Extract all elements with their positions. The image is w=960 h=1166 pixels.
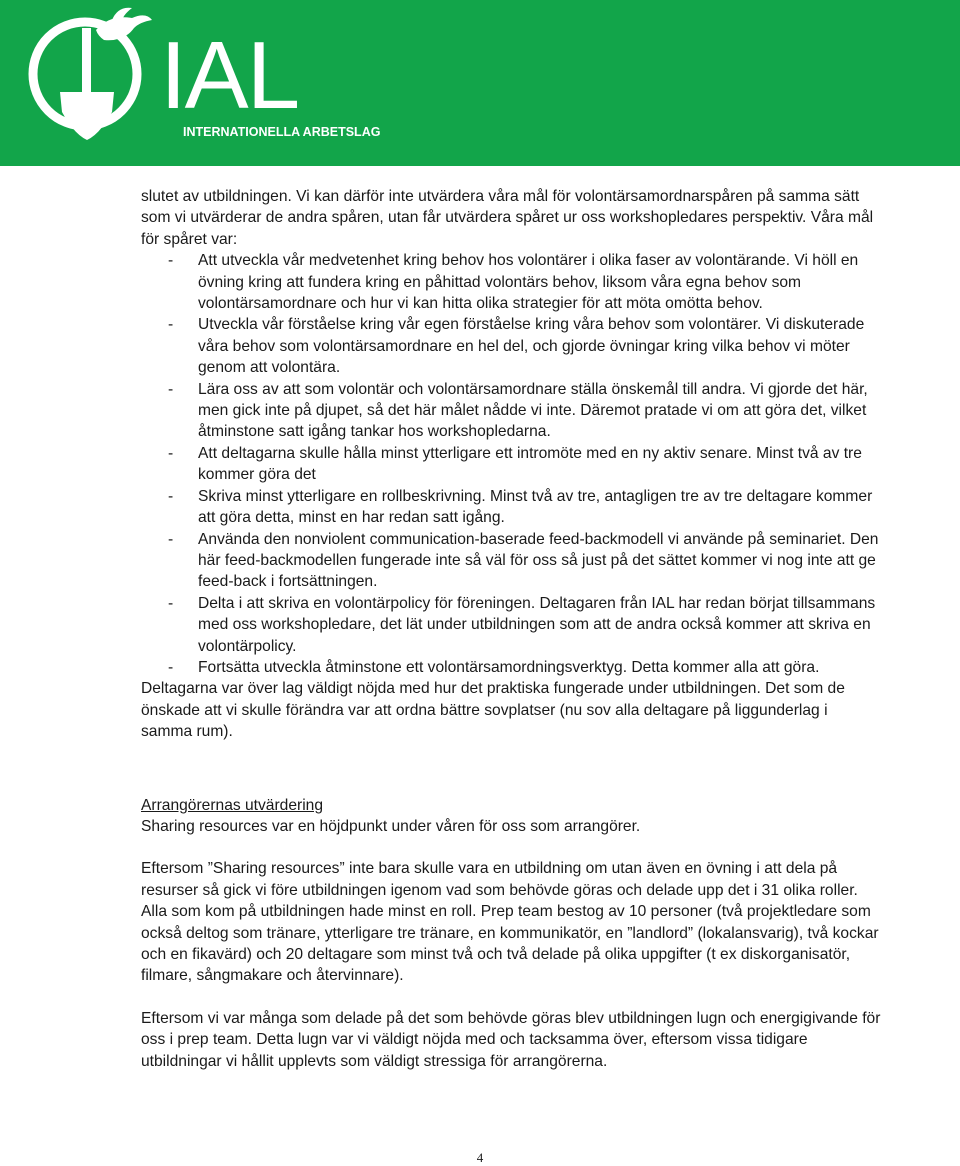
logo-subtitle: INTERNATIONELLA ARBETSLAG [183, 125, 381, 139]
logo [0, 0, 400, 166]
list-item [141, 657, 881, 678]
list-item-text: Att utveckla vår medvetenhet kring behov hos volontärer i olika faser av volontärande. Vi höll en övning kring att fundera kring en påhittad volontärs behov, liksom våra egna behov som volontärsamordnare och hur vi kan hitta olika strategier för att möta omötta behov. [198, 252, 859, 313]
dash-marker: - [168, 316, 174, 334]
logo-text: IAL [160, 22, 299, 129]
closing-paragraph: Deltagarna var över lag väldigt nöjda med hur det praktiska fungerade under utbildningen. Det som de önskade att vi skulle förändra var att ordna bättre sovplatser (nu sov alla deltagare på liggunderlag i samma rum). [141, 680, 845, 741]
list-item [141, 443, 881, 486]
paragraph: Eftersom vi var många som delade på det som behövde göras blev utbildningen lugn och energigivande för oss i prep team. Detta lugn var vi väldigt nöjda med och tacksamma över, eftersom vissa tidigare utbildningar vi hållit upplevts som väldigt stressiga för arrangörerna. [141, 1009, 881, 1070]
list-item-text: Fortsätta utveckla åtminstone ett volontärsamordningsverktyg. Detta kommer alla att göra. [198, 658, 820, 676]
section-lead: Sharing resources var en höjdpunkt under våren för oss som arrangörer. [141, 817, 641, 835]
dash-marker: - [168, 380, 174, 398]
document-body [141, 186, 881, 1072]
dash-marker: - [168, 444, 174, 462]
dash-marker: - [168, 658, 174, 676]
page-header [0, 0, 960, 166]
list-item [141, 593, 881, 657]
dash-marker: - [168, 530, 174, 548]
list-item [141, 250, 881, 314]
list-item-text: Utveckla vår förståelse kring vår egen förståelse kring våra behov som volontärer. Vi diskuterade våra behov som volontärsamordnare en hel del, och gjorde övningar kring vilka behov vi möter genom att volontära. [198, 316, 865, 377]
page-number: 4 [476, 1150, 484, 1165]
dash-marker: - [168, 252, 174, 270]
list-item-text: Lära oss av att som volontär och volontärsamordnare ställa önskemål till andra. Vi gjorde det här, men gick inte på djupet, så det här målet nådde vi inte. Däremot pratade vi om att göra det, vilket åtminstone satt igång tankar hos workshopledarna. [198, 380, 868, 441]
list-item [141, 529, 881, 593]
list-item-text: Använda den nonviolent communication-baserade feed-backmodell vi använde på seminariet. Den här feed-backmodellen fungerade inte så väl för oss så just på det sättet kommer vi nog inte att ge feed-back i fortsättningen. [198, 530, 879, 591]
list-item-text: Skriva minst ytterligare en rollbeskrivning. Minst två av tre, antagligen tre av tre deltagare kommer att göra detta, minst en har redan satt igång. [198, 487, 873, 527]
spade-dove-icon [33, 8, 152, 140]
list-item [141, 486, 881, 529]
list-item [141, 314, 881, 378]
list-item [141, 379, 881, 443]
section-heading: Arrangörernas utvärdering [141, 796, 324, 814]
dash-marker: - [168, 594, 174, 612]
paragraph: Eftersom ”Sharing resources” inte bara skulle vara en utbildning om utan även en övning i att dela på resurser så gick vi före utbildningen igenom vad som behövde göras och delade upp det i 31 olika roller. Alla som kom på utbildningen hade minst en roll. Prep team bestog av 10 personer (två projektledare som också deltog som tränare, ytterligare tre tränare, en kommunikatör, en ”landlord” (lokalansvarig), två kockar och en fikavärd) och 20 deltagare som minst två och två delade på olika uppgifter (t ex diskorganisatör, filmare, sångmakare och återvinnare). [141, 860, 879, 985]
list-item-text: Att deltagarna skulle hålla minst ytterligare ett intromöte med en ny aktiv senare. Minst två av tre kommer göra det [198, 444, 862, 484]
goals-list [141, 250, 881, 678]
list-item-text: Delta i att skriva en volontärpolicy för föreningen. Deltagaren från IAL har redan börjat tillsammans med oss workshopledare, det lät under utbildningen som att de andra också kommer att skriva en volontärpolicy. [198, 594, 876, 655]
dash-marker: - [168, 487, 174, 505]
intro-paragraph: slutet av utbildningen. Vi kan därför inte utvärdera våra mål för volontärsamordnarspåren på samma sätt som vi utvärderar de andra spåren, utan får utvärdera spåret ur oss workshopledares perspektiv. Våra mål för spåret var: [141, 188, 874, 248]
